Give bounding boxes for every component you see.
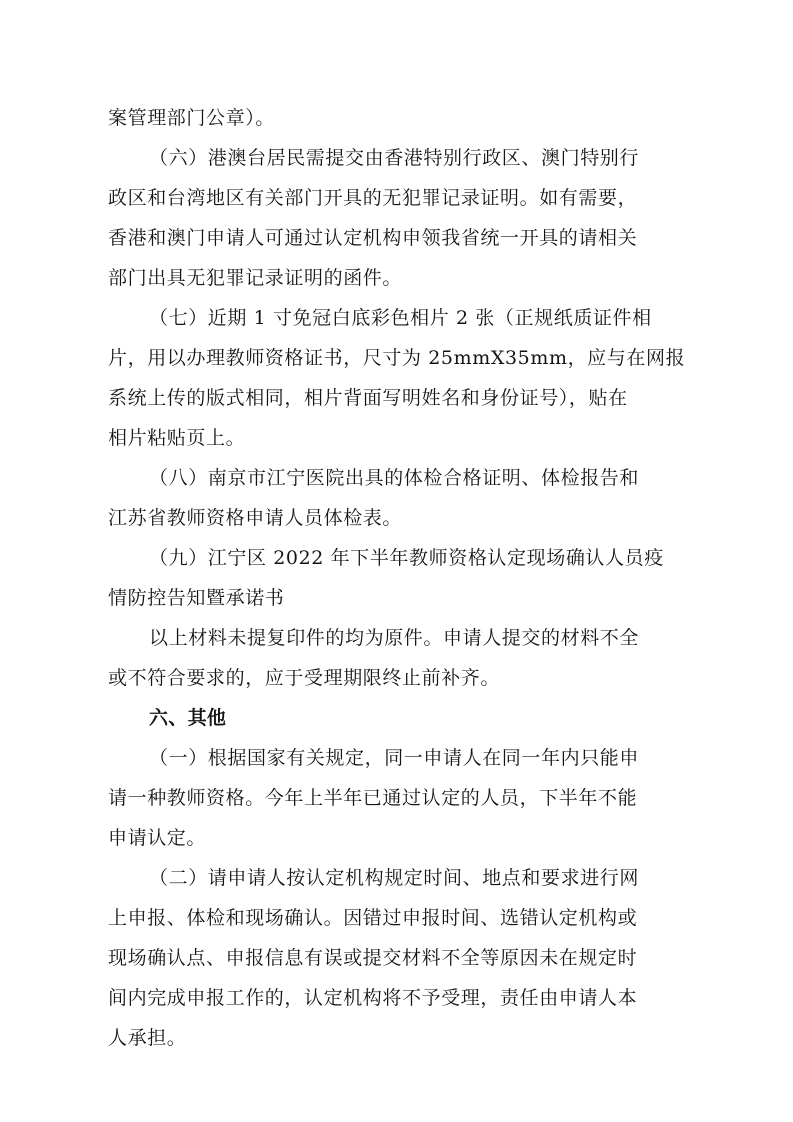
- paragraph-other-1-start: （一）根据国家有关规定，同一申请人在同一年内只能申: [149, 747, 640, 769]
- paragraph-6-start: （六）港澳台居民需提交由香港特别行政区、澳门特别行: [149, 147, 640, 169]
- text-line: 香港和澳门申请人可通过认定机构申领我省统一开具的请相关: [108, 227, 638, 249]
- text-line: 系统上传的版式相同，相片背面写明姓名和身份证号），贴在: [108, 387, 628, 409]
- text-line: 部门出具无犯罪记录证明的函件。: [108, 267, 403, 289]
- paragraph-8-start: （八）南京市江宁医院出具的体检合格证明、体检报告和: [149, 467, 640, 489]
- paragraph-9-start: （九）江宁区 2022 年下半年教师资格认定现场确认人员疫: [149, 547, 664, 569]
- text-line: 现场确认点、申报信息有误或提交材料不全等原因未在规定时: [108, 947, 638, 969]
- text-line: 请一种教师资格。今年上半年已通过认定的人员，下半年不能: [108, 787, 638, 809]
- text-line: 间内完成申报工作的，认定机构将不予受理，责任由申请人本: [108, 987, 638, 1009]
- text-line: 相片粘贴页上。: [108, 427, 246, 449]
- text-line: 申请认定。: [108, 827, 207, 849]
- text-line: 政区和台湾地区有关部门开具的无犯罪记录证明。如有需要，: [108, 187, 638, 209]
- text-line: 江苏省教师资格申请人员体检表。: [108, 507, 403, 529]
- text-line: 或不符合要求的，应于受理期限终止前补齐。: [108, 667, 501, 689]
- section-heading-other: 六、其他: [149, 707, 227, 729]
- text-line: 情防控告知暨承诺书: [108, 587, 285, 609]
- text-line: 案管理部门公章）。: [108, 107, 275, 129]
- paragraph-7-start: （七）近期 1 寸免冠白底彩色相片 2 张（正规纸质证件相: [149, 307, 652, 329]
- paragraph-other-2-start: （二）请申请人按认定机构规定时间、地点和要求进行网: [149, 867, 640, 889]
- text-line: 上申报、体检和现场确认。因错过申报时间、选错认定机构或: [108, 907, 638, 929]
- paragraph-materials-note: 以上材料未提复印件的均为原件。申请人提交的材料不全: [149, 627, 640, 649]
- text-line: 片，用以办理教师资格证书，尺寸为 25mmX35mm，应与在网报: [108, 347, 686, 369]
- text-line: 人承担。: [108, 1027, 187, 1049]
